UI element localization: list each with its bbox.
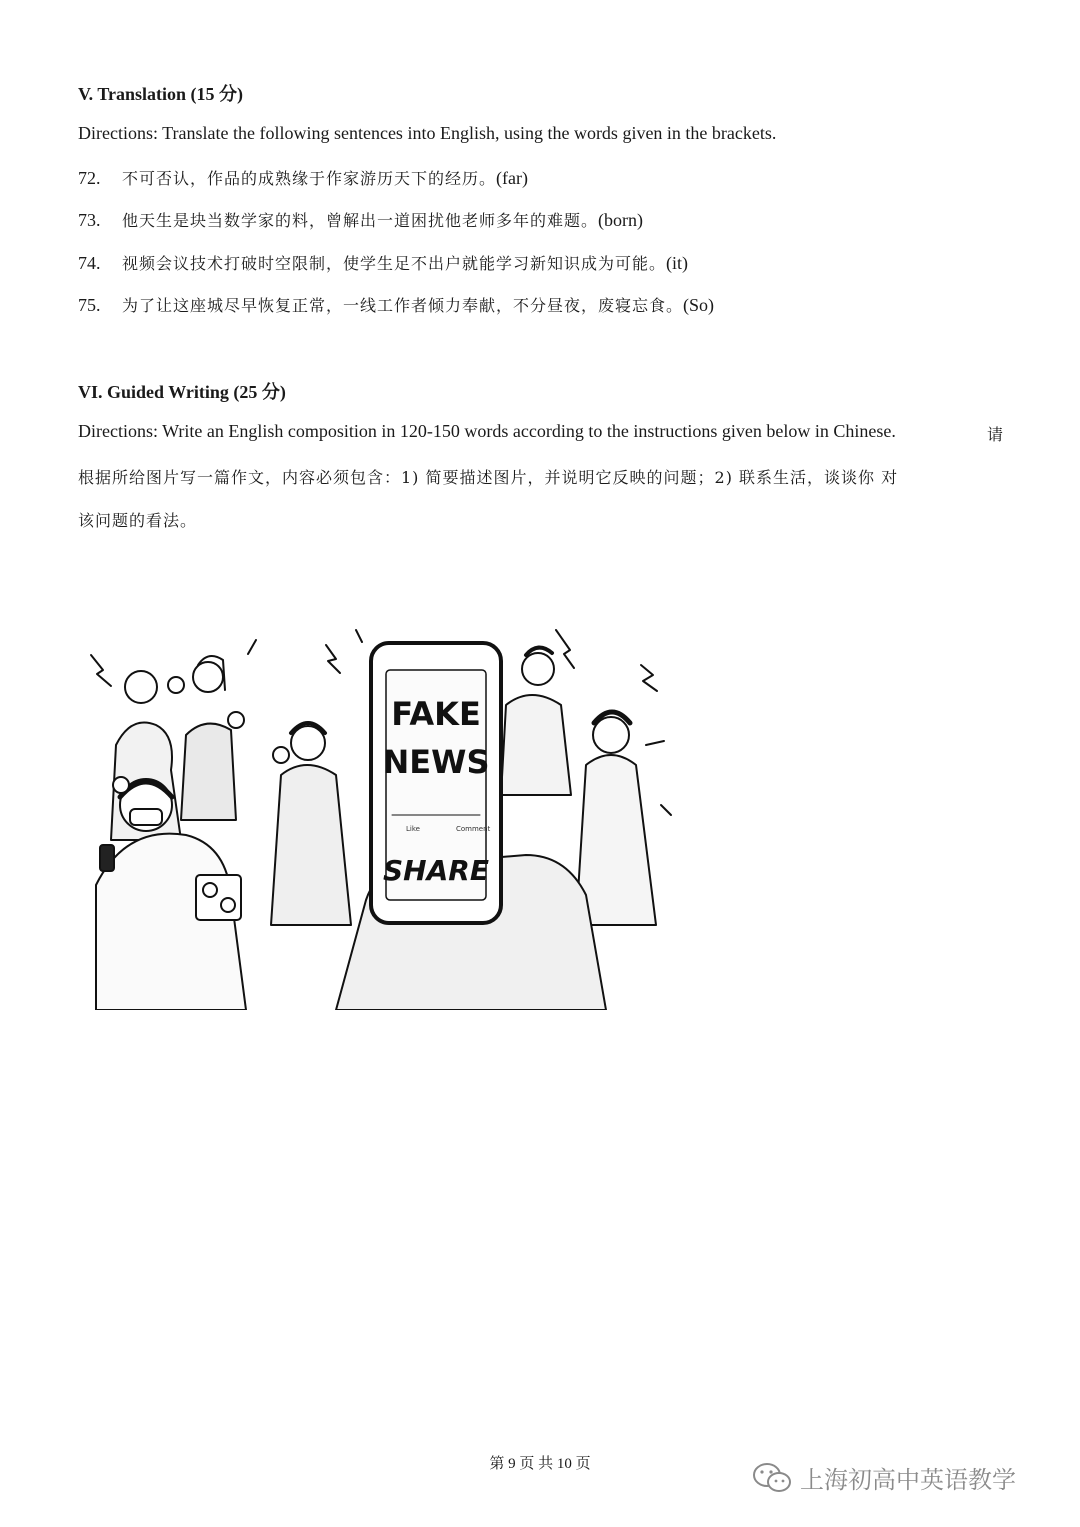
translation-directions: Directions: Translate the following sentences into English, using the words given in the brackets. (78, 123, 777, 143)
phone-like-label: Like (406, 825, 420, 833)
watermark (752, 1460, 1016, 1495)
question-number: 74. (78, 253, 101, 273)
question-text: 视频会议技术打破时空限制，使学生足不出户就能学习新知识成为可能。 (122, 254, 667, 273)
phone-fake-text: FAKE (391, 695, 481, 733)
writing-directions-cn-start: 请 (986, 425, 1004, 444)
question-hint: (So) (683, 295, 715, 315)
writing-directions-en (78, 421, 1008, 442)
question-text: 不可否认，作品的成熟缘于作家游历天下的经历。 (122, 169, 497, 188)
page-number: 第 9 页 共 10 页 (489, 1456, 591, 1472)
question-75 (78, 293, 714, 316)
question-hint: (it) (666, 253, 689, 273)
wechat-icon (752, 1462, 792, 1494)
question-hint: (born) (598, 210, 643, 230)
watermark-text: 上海初高中英语教学 (800, 1466, 1016, 1494)
question-hint: (far) (496, 168, 528, 188)
phone-comment-label: Comment (456, 825, 491, 833)
question-74 (78, 251, 688, 274)
question-72 (78, 166, 528, 189)
section-title-translation: V. Translation (15 分) (78, 84, 244, 104)
fake-news-illustration (86, 625, 676, 1010)
question-text: 为了让这座城尽早恢复正常，一线工作者倾力奉献，不分昼夜，废寝忘食。 (122, 296, 684, 315)
question-text: 他天生是块当数学家的料，曾解出一道困扰他老师多年的难题。 (122, 211, 599, 230)
section-title-guided-writing: VI. Guided Writing (25 分) (78, 382, 286, 402)
writing-directions-cn: 根据所给图片写一篇作文，内容必须包含：1) 简要描述图片，并说明它反映的问题；2) 联系生活，谈谈你 对 (78, 468, 899, 487)
phone-news-text: NEWS (382, 743, 490, 781)
question-number: 73. (78, 210, 101, 230)
question-number: 75. (78, 295, 101, 315)
question-number: 72. (78, 168, 101, 188)
writing-directions-cn-end: 该问题的看法。 (78, 511, 198, 530)
question-73 (78, 208, 643, 231)
phone-share-text: SHARE (383, 854, 489, 887)
writing-directions-text: Directions: Write an English composition in 120-150 words according to the instructions given below in Chinese. (78, 421, 896, 441)
